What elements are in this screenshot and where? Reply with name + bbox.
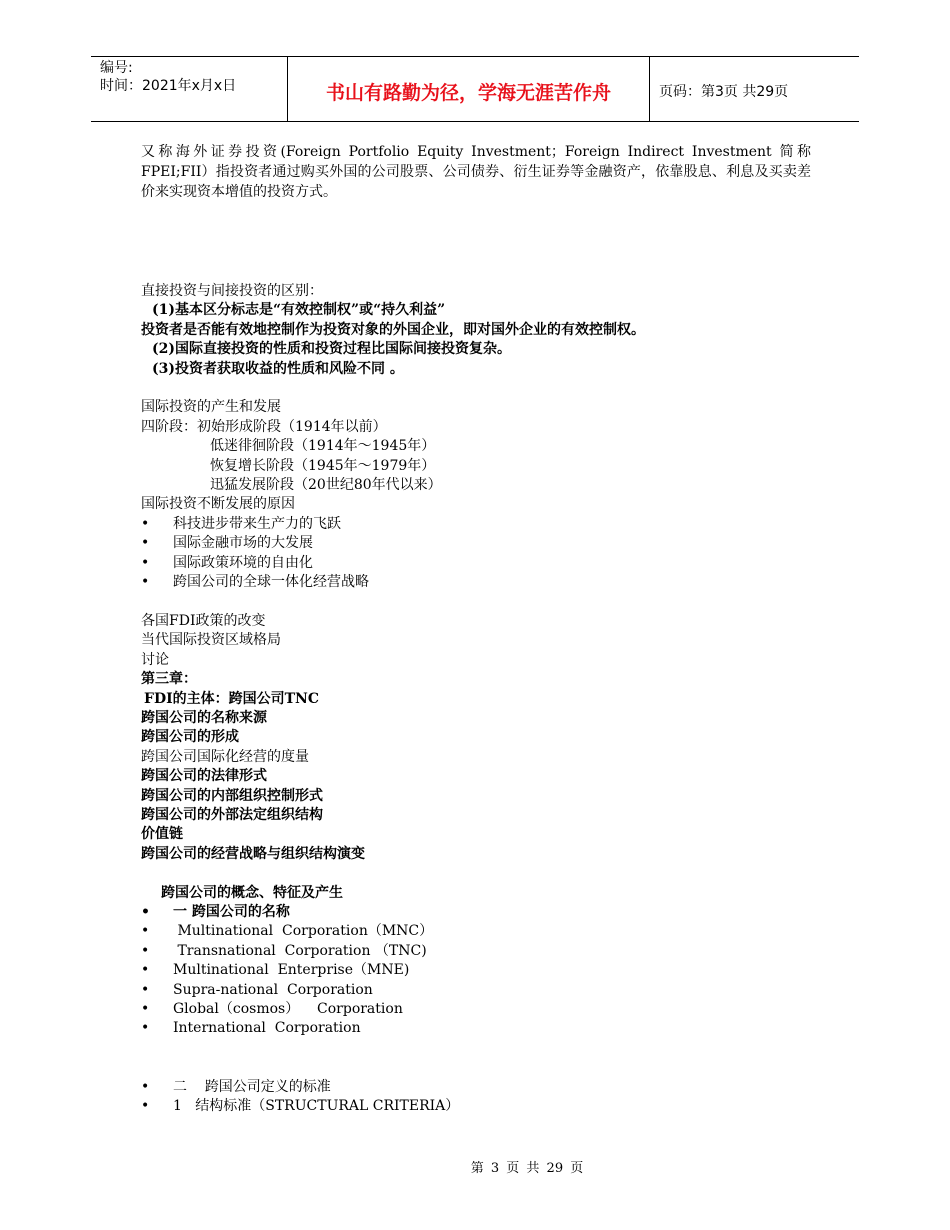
- intro-paragraph: 又称海外证券投资(Foreign Portfolio Equity Investment；Foreign Indirect Investment 简称FPEI;FII）指投资者通过购买外国的公司股票、公司债券、衍生证券等金融资产，依靠股息、利息及买卖差价来实现资本增值的投资方式。: [141, 144, 811, 200]
- list-item: • 国际金融市场的大发展: [141, 534, 811, 553]
- topic-line: 跨国公司国际化经营的度量: [141, 748, 309, 765]
- stage-2: 低迷徘徊阶段（1914年～1945年）: [210, 438, 436, 455]
- document-number-label: 编号:: [100, 60, 133, 76]
- page-footer: 第 3 页 共 29 页: [470, 1161, 584, 1176]
- section-title-difference: 直接投资与间接投资的区别：: [141, 283, 323, 299]
- bullet-icon: •: [141, 981, 150, 998]
- concept-section-title: 跨国公司的概念、特征及产生: [161, 884, 343, 901]
- list-item: • International Corporation: [141, 1019, 811, 1038]
- topic-line: 跨国公司的外部法定组织结构: [141, 806, 323, 823]
- list-item: [141, 1078, 811, 1097]
- difference-point-1: (1)基本区分标志是“有效控制权”或“持久利益”: [152, 302, 446, 319]
- bullet-icon: •: [141, 515, 150, 532]
- list-item: • Transnational Corporation （TNC): [141, 942, 811, 961]
- list-item: • 国际政策环境的自由化: [141, 554, 811, 573]
- topic-line: 跨国公司的经营战略与组织结构演变: [141, 845, 365, 862]
- structural-criteria: 1 结构标准（STRUCTURAL CRITERIA）: [173, 1097, 460, 1114]
- header-meta: [91, 57, 287, 121]
- bullet-icon: •: [141, 1020, 150, 1037]
- bullet-icon: •: [141, 903, 150, 920]
- bullet-icon: •: [141, 554, 150, 571]
- topic-line: 跨国公司的法律形式: [141, 768, 267, 785]
- document-time: 时间：2021年x月x日: [100, 78, 237, 94]
- bullet-icon: •: [141, 1000, 150, 1017]
- chapter-title: FDI的主体：跨国公司TNC: [144, 690, 319, 707]
- bullet-icon: •: [141, 962, 150, 979]
- list-item: • Global（cosmos） Corporation: [141, 1000, 811, 1019]
- bullet-icon: •: [141, 574, 150, 591]
- list-item: [141, 903, 811, 922]
- list-item: • Multinational Enterprise（MNE): [141, 961, 811, 980]
- stage-1: 四阶段：初始形成阶段（1914年以前）: [141, 418, 387, 435]
- bullet-icon: •: [141, 535, 150, 552]
- topic-line: 价值链: [141, 826, 183, 843]
- definition-criteria-heading: 二 跨国公司定义的标准: [173, 1078, 331, 1095]
- bullet-icon: •: [141, 923, 150, 940]
- list-item: • Supra-national Corporation: [141, 981, 811, 1000]
- list-item: • 科技进步带来生产力的飞跃: [141, 515, 811, 534]
- section-title-development: 国际投资的产生和发展: [141, 399, 281, 416]
- topic-line: 跨国公司的形成: [141, 729, 239, 746]
- list-item: [141, 1097, 811, 1116]
- stage-3: 恢复增长阶段（1945年～1979年）: [210, 457, 436, 474]
- reasons-title: 国际投资不断发展的原因: [141, 496, 295, 513]
- regional-pattern-line: 当代国际投资区域格局: [141, 632, 281, 649]
- difference-point-1-detail: 投资者是否能有效地控制作为投资对象的外国企业，即对国外企业的有效控制权。: [141, 321, 645, 338]
- topic-line: 跨国公司的名称来源: [141, 709, 267, 726]
- document-body: [141, 142, 811, 1116]
- list-item: • Multinational Corporation（MNC）: [141, 922, 811, 941]
- difference-point-3: (3)投资者获取收益的性质和风险不同 。: [152, 360, 404, 377]
- page-header: [91, 56, 859, 122]
- bullet-icon: •: [141, 942, 150, 959]
- discussion-line: 讨论: [141, 651, 169, 668]
- fdi-policy-line: 各国FDI政策的改变: [141, 612, 266, 629]
- list-item: • 跨国公司的全球一体化经营战略: [141, 573, 811, 592]
- chapter-label: 第三章：: [141, 671, 197, 688]
- header-motto: 书山有路勤为径，学海无涯苦作舟: [287, 57, 650, 121]
- bullet-icon: •: [141, 1078, 150, 1095]
- difference-point-2: (2)国际直接投资的性质和投资过程比国际间接投资复杂。: [152, 341, 511, 358]
- topic-line: 跨国公司的内部组织控制形式: [141, 787, 323, 804]
- bullet-icon: •: [141, 1097, 150, 1114]
- header-page-info: 页码：第3页 共29页: [659, 84, 789, 100]
- stage-4: 迅猛发展阶段（20世纪80年代以来）: [210, 477, 442, 494]
- names-heading: 一 跨国公司的名称: [173, 903, 290, 920]
